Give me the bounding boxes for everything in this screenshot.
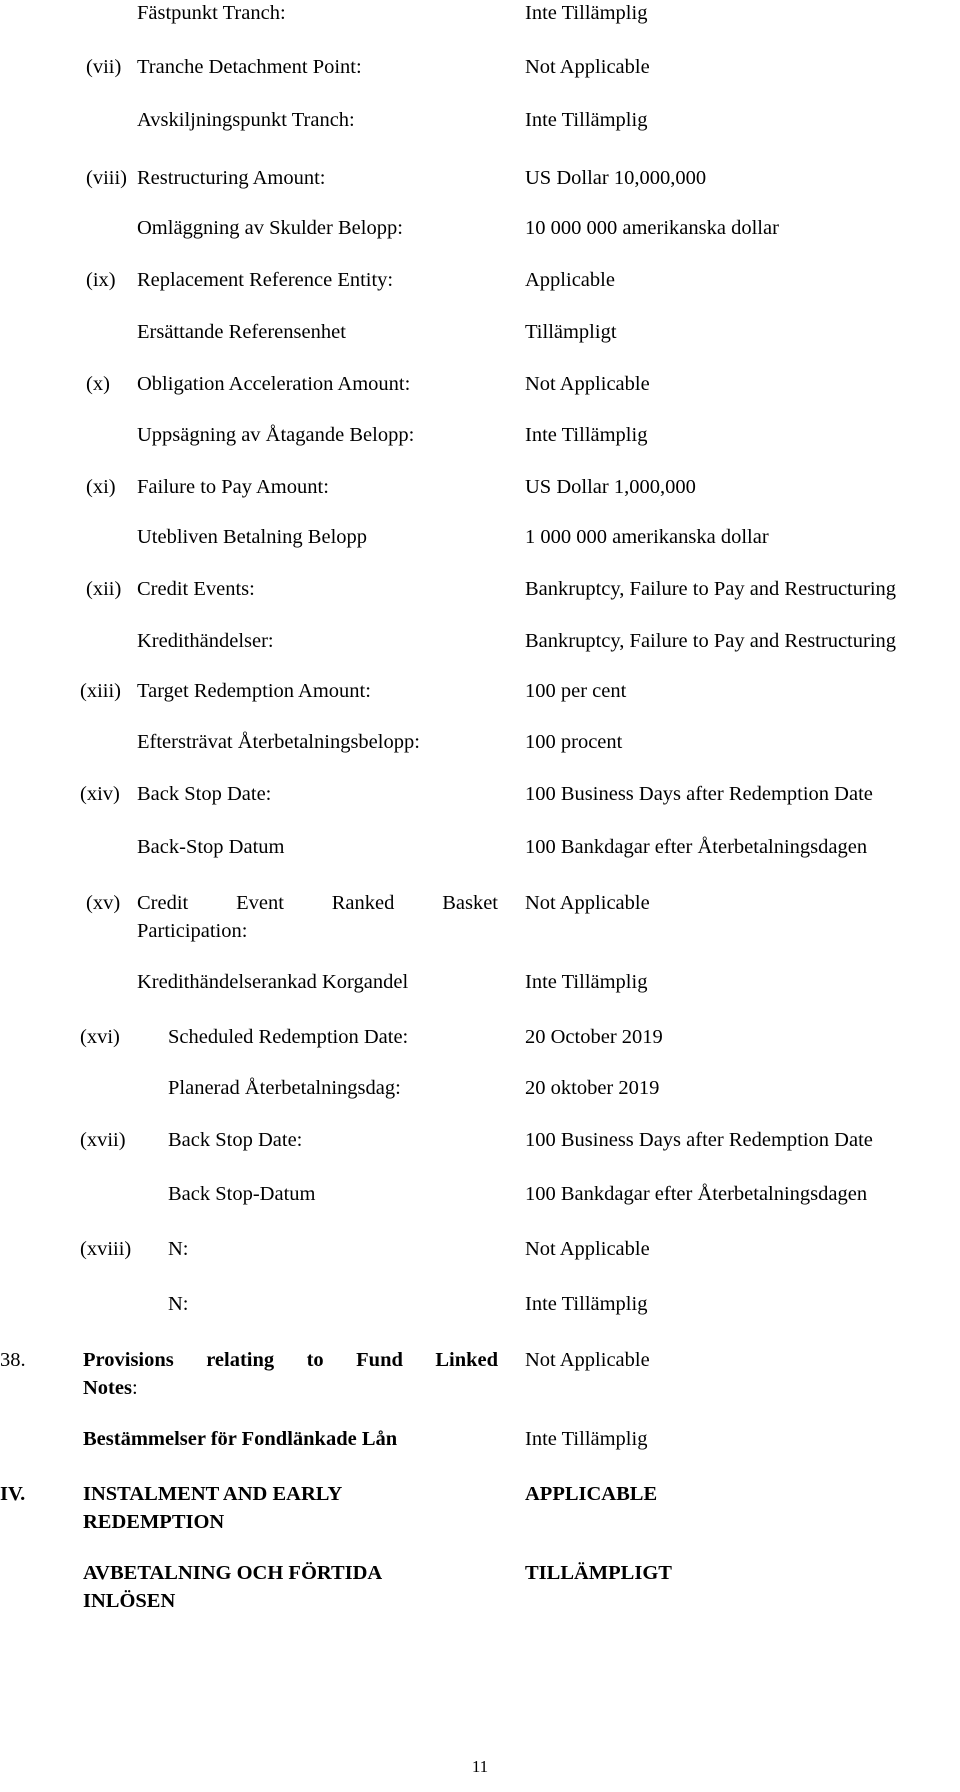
- section-title-colon: :: [131, 1377, 138, 1399]
- section-title-sv: Bestämmelser för Fondlänkade Lån: [83, 1428, 398, 1450]
- row-value: 10 000 000 amerikanska dollar: [525, 217, 779, 239]
- row-value: Inte Tillämplig: [525, 2, 648, 24]
- row-number: (xiii): [80, 680, 121, 702]
- row-value: 20 October 2019: [525, 1026, 663, 1048]
- row-label: Fästpunkt Tranch:: [137, 2, 286, 24]
- row-value: Inte Tillämplig: [525, 1293, 648, 1315]
- section-iv-sv: [0, 1560, 960, 1616]
- row-value: Applicable: [525, 269, 615, 291]
- row-replacement-reference-entity: [0, 267, 960, 295]
- row-value: Not Applicable: [525, 892, 650, 914]
- row-failure-to-pay-amount: [0, 474, 960, 502]
- section-value-sv: TILLÄMPLIGT: [525, 1562, 672, 1584]
- row-label: Back Stop Date:: [137, 783, 272, 805]
- row-label: Uppsägning av Åtagande Belopp:: [137, 424, 415, 446]
- row-tranche-detachment-point: [0, 54, 960, 82]
- row-target-redemption-amount: [0, 678, 960, 706]
- row-label-line1: Credit Event Ranked Basket: [137, 892, 498, 914]
- section-title-line1: Provisions relating to Fund Linked: [83, 1349, 498, 1371]
- row-number: (vii): [86, 56, 122, 78]
- row-utebliven-betalning: [0, 524, 960, 552]
- section-value-sv: Inte Tillämplig: [525, 1428, 648, 1450]
- row-label: Kredithändelserankad Korgandel: [137, 971, 409, 993]
- section-number: IV.: [0, 1483, 26, 1505]
- row-value: 100 Bankdagar efter Återbetalningsdagen: [525, 836, 868, 858]
- row-number: (viii): [86, 167, 127, 189]
- row-number: (ix): [86, 269, 116, 291]
- row-label: Back-Stop Datum: [137, 836, 285, 858]
- row-number: (xi): [86, 476, 116, 498]
- row-n: [0, 1236, 960, 1264]
- row-label: Target Redemption Amount:: [137, 680, 371, 702]
- section-title-line1: INSTALMENT AND EARLY: [83, 1483, 343, 1505]
- row-number: (xvii): [80, 1129, 126, 1151]
- section-value: Not Applicable: [525, 1349, 650, 1371]
- row-kredithandelser: [0, 628, 960, 656]
- row-number: (xvi): [80, 1026, 120, 1048]
- row-label: Scheduled Redemption Date:: [168, 1026, 409, 1048]
- row-value: Tillämpligt: [525, 321, 617, 343]
- row-value: 100 Bankdagar efter Återbetalningsdagen: [525, 1183, 868, 1205]
- row-label: N:: [168, 1238, 189, 1260]
- row-label-line2: Participation:: [137, 920, 248, 942]
- row-uppsagning: [0, 422, 960, 450]
- row-value: Inte Tillämplig: [525, 109, 648, 131]
- row-value: US Dollar 10,000,000: [525, 167, 707, 189]
- row-value: 20 oktober 2019: [525, 1077, 660, 1099]
- row-label: Restructuring Amount:: [137, 167, 326, 189]
- row-number: (x): [86, 373, 110, 395]
- row-value: 100 Business Days after Redemption Date: [525, 1129, 873, 1151]
- row-value: Inte Tillämplig: [525, 971, 648, 993]
- row-planerad-aterbetalningsdag: [0, 1075, 960, 1103]
- row-back-stop-date-xiv: [0, 781, 960, 809]
- row-number: (xiv): [80, 783, 120, 805]
- row-efterstravat: [0, 729, 960, 757]
- row-value: 100 procent: [525, 731, 623, 753]
- row-restructuring-amount: [0, 165, 960, 193]
- row-label: Utebliven Betalning Belopp: [137, 526, 368, 548]
- row-label: Kredithändelser:: [137, 630, 274, 652]
- row-label: Obligation Acceleration Amount:: [137, 373, 411, 395]
- row-label: Replacement Reference Entity:: [137, 269, 394, 291]
- row-label: Eftersträvat Återbetalningsbelopp:: [137, 731, 420, 753]
- row-omlaggning: [0, 215, 960, 243]
- row-label: Failure to Pay Amount:: [137, 476, 329, 498]
- row-kredithandelserankad: [0, 969, 960, 997]
- row-label: Back Stop Date:: [168, 1129, 303, 1151]
- row-label: Planerad Återbetalningsdag:: [168, 1077, 401, 1099]
- section-iv-instalment: [0, 1481, 960, 1537]
- row-value: Not Applicable: [525, 56, 650, 78]
- row-value: Not Applicable: [525, 373, 650, 395]
- row-value: 100 per cent: [525, 680, 627, 702]
- row-value: US Dollar 1,000,000: [525, 476, 696, 498]
- row-label: Ersättande Referensenhet: [137, 321, 346, 343]
- row-value: Not Applicable: [525, 1238, 650, 1260]
- row-label: Back Stop-Datum: [168, 1183, 316, 1205]
- row-value: Inte Tillämplig: [525, 424, 648, 446]
- row-back-stop-datum: [0, 834, 960, 862]
- section-38-fund-linked: [0, 1347, 960, 1403]
- section-38-sv: [0, 1426, 960, 1454]
- row-n-sv: [0, 1291, 960, 1319]
- section-title-line2: REDEMPTION: [83, 1511, 225, 1533]
- row-label: Credit Events:: [137, 578, 255, 600]
- row-label: Avskiljningspunkt Tranch:: [137, 109, 355, 131]
- row-ersattande: [0, 319, 960, 347]
- row-value: 100 Business Days after Redemption Date: [525, 783, 873, 805]
- row-credit-event-ranked-basket: [0, 890, 960, 946]
- section-title-line2: Notes: [83, 1377, 132, 1399]
- row-number: (xviii): [80, 1238, 132, 1260]
- row-back-stop-date-xvii: [0, 1127, 960, 1155]
- row-number: (xii): [86, 578, 122, 600]
- row-number: (xv): [86, 892, 121, 914]
- section-number: 38.: [0, 1349, 26, 1371]
- row-obligation-acceleration: [0, 371, 960, 399]
- section-value: APPLICABLE: [525, 1483, 658, 1505]
- row-value: 1 000 000 amerikanska dollar: [525, 526, 769, 548]
- row-label: Tranche Detachment Point:: [137, 56, 362, 78]
- page-number: 11: [471, 1757, 489, 1776]
- row-credit-events: [0, 576, 960, 604]
- row-back-stop-datum-xvii: [0, 1181, 960, 1209]
- row-fastpunkt: [0, 0, 960, 28]
- row-avskiljningspunkt: [0, 107, 960, 135]
- row-label: N:: [168, 1293, 189, 1315]
- row-scheduled-redemption-date: [0, 1024, 960, 1052]
- section-title-sv-line1: AVBETALNING OCH FÖRTIDA: [83, 1562, 383, 1584]
- section-title-sv-line2: INLÖSEN: [83, 1590, 176, 1612]
- row-label: Omläggning av Skulder Belopp:: [137, 217, 403, 239]
- row-value: Bankruptcy, Failure to Pay and Restructuring: [525, 630, 897, 652]
- row-value: Bankruptcy, Failure to Pay and Restructuring: [525, 578, 897, 600]
